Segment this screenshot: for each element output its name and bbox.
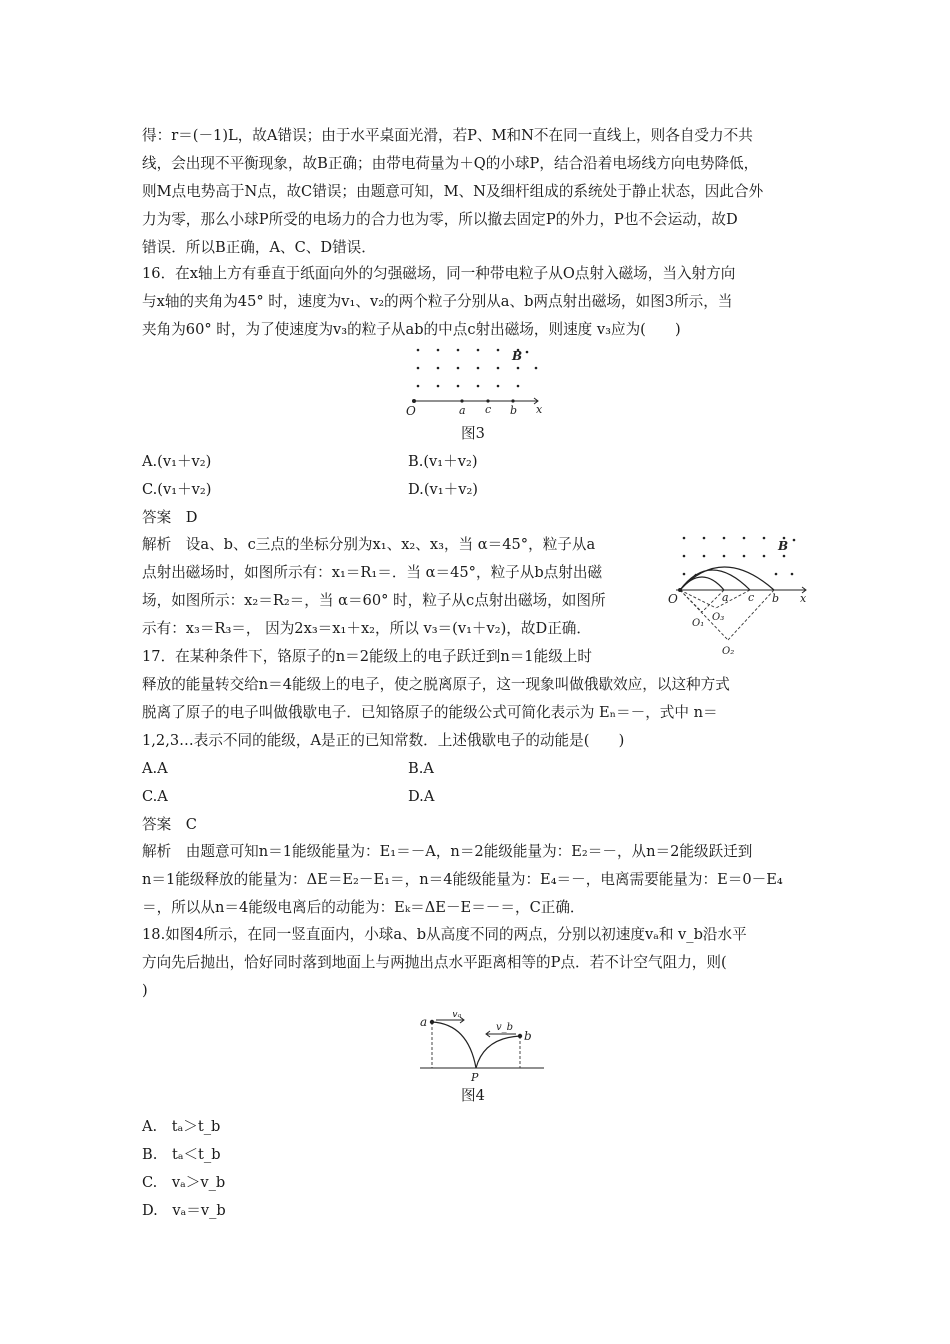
analysis-16-line: 点射出磁场时，如图所示有：x₁＝R₁＝．当 α＝45°，粒子从b点射出磁 (142, 564, 603, 581)
question-17-line: 1,2,3…表示不同的能级，A是正的已知常数．上述俄歇电子的动能是( ) (142, 732, 625, 749)
label-O: O (406, 404, 416, 416)
question-17-line: 脱离了原子的电子叫做俄歇电子．已知铬原子的能级公式可简化表示为 Eₙ＝－，式中 n＝ (142, 704, 718, 721)
answer-17: 答案 C (142, 816, 197, 833)
trajectory-a (432, 1022, 476, 1068)
label-a: a (722, 591, 729, 604)
trajectory-b (476, 1036, 520, 1068)
label-P: P (471, 1071, 479, 1084)
question-18-line: 18.如图4所示，在同一竖直面内，小球a、b从高度不同的两点，分别以初速度vₐ和 v_b沿水平 (142, 926, 747, 943)
label-x: x (536, 403, 543, 416)
text-line: 力为零，那么小球P所受的电场力的合力也为零，所以撤去固定P的外力，P也不会运动，故D (142, 211, 738, 228)
analysis-17-line: n＝1能级释放的能量为：ΔE＝E₂－E₁＝，n＝4能级能量为：E₄＝－，电离需要能量为：E＝0－E₄ (142, 871, 783, 888)
label-c: c (485, 403, 492, 416)
option-b: B. tₐ＜t_b (142, 1146, 221, 1163)
origin-point (412, 399, 416, 403)
option-d: D.(v₁＋v₂) (408, 481, 478, 498)
label-B: B (512, 349, 523, 363)
option-d: D. vₐ＝v_b (142, 1202, 226, 1219)
label-O3: O₃ (712, 612, 725, 623)
text-line: 则M点电势高于N点，故C错误；由题意可知，M、N及细杆组成的系统处于静止状态，因此合外 (142, 183, 764, 200)
analysis-17-line: ＝，所以从n＝4能级电离后的动能为：Eₖ＝ΔE－E＝－＝，C正确． (142, 899, 585, 916)
figure-4 (416, 1012, 548, 1084)
figure-4-caption: 图4 (461, 1087, 485, 1104)
ball-a (430, 1020, 434, 1024)
analysis-16-line: 解析 设a、b、c三点的坐标分别为x₁、x₂、x₃，当 α＝45°，粒子从a (142, 536, 596, 553)
option-a: A.(v₁＋v₂) (142, 453, 212, 470)
origin-point (678, 588, 682, 592)
analysis-16-line: 示有：x₃＝R₃＝， 因为2x₃＝x₁＋x₂，所以 v₃＝(v₁＋v₂)，故D正确． (142, 620, 591, 637)
question-17-line: 17．在某种条件下，铬原子的n＝2能级上的电子跃迁到n＝1能级上时 (142, 648, 592, 665)
label-va: vₐ (452, 1012, 462, 1020)
figure-3 (400, 344, 560, 416)
option-a: A.A (142, 760, 168, 777)
label-b: b (510, 404, 518, 416)
label-B: B (778, 539, 789, 553)
text-line: 线，会出现不平衡现象，故B正确；由带电荷量为＋Q的小球P，结合沿着电场线方向电势降低， (142, 155, 759, 172)
question-18-line: 方向先后抛出，恰好同时落到地面上与两抛出点水平距离相等的P点．若不计空气阻力，则( (142, 954, 727, 971)
question-18-line: ) (142, 982, 148, 999)
label-a: a (459, 404, 466, 416)
label-x: x (800, 592, 807, 605)
text-line: 得：r＝(－1)L，故A错误；由于水平桌面光滑，若P、M和N不在同一直线上，则各自受力不共 (142, 127, 753, 144)
question-16-line: 16．在x轴上方有垂直于纸面向外的匀强磁场，同一种带电粒子从O点射入磁场，当入射方向 (142, 265, 736, 282)
label-O1: O₁ (692, 618, 705, 629)
label-vb: v_b (496, 1022, 514, 1033)
analysis-17-line: 解析 由题意可知n＝1能级能量为：E₁＝－A，n＝2能级能量为：E₂＝－，从n＝2能级跃迁到 (142, 843, 753, 860)
ball-b (518, 1034, 522, 1038)
option-c: C. vₐ＞v_b (142, 1174, 226, 1191)
figure-3-caption: 图3 (461, 425, 485, 442)
velocity-arrow (680, 574, 696, 590)
point-a (460, 399, 463, 402)
text-line: 错误．所以B正确，A、C、D错误． (142, 239, 376, 256)
label-a: a (420, 1015, 428, 1029)
point-b (511, 399, 514, 402)
option-c: C.(v₁＋v₂) (142, 481, 212, 498)
label-b: b (524, 1029, 532, 1043)
question-17-line: 释放的能量转交给n＝4能级上的电子，使之脱离原子，这一现象叫做俄歇效应，以这种方式 (142, 676, 730, 693)
question-16-line: 夹角为60° 时，为了使速度为v₃的粒子从ab的中点c射出磁场，则速度 v₃应为( ) (142, 321, 681, 338)
analysis-figure (666, 530, 816, 658)
question-16-line: 与x轴的夹角为45° 时，速度为v₁、v₂的两个粒子分别从a、b两点射出磁场，如图3所示，当 (142, 293, 733, 310)
label-c: c (748, 591, 755, 604)
analysis-16-line: 场，如图所示：x₂＝R₂＝，当 α＝60° 时，粒子从c点射出磁场，如图所 (142, 592, 606, 609)
option-a: A. tₐ＞t_b (142, 1118, 221, 1135)
option-d: D.A (408, 788, 435, 805)
label-b: b (772, 592, 780, 605)
option-b: B.(v₁＋v₂) (408, 453, 478, 470)
label-O2: O₂ (722, 646, 735, 657)
answer-16: 答案 D (142, 509, 198, 526)
option-b: B.A (408, 760, 434, 777)
label-O: O (668, 592, 678, 606)
option-c: C.A (142, 788, 168, 805)
